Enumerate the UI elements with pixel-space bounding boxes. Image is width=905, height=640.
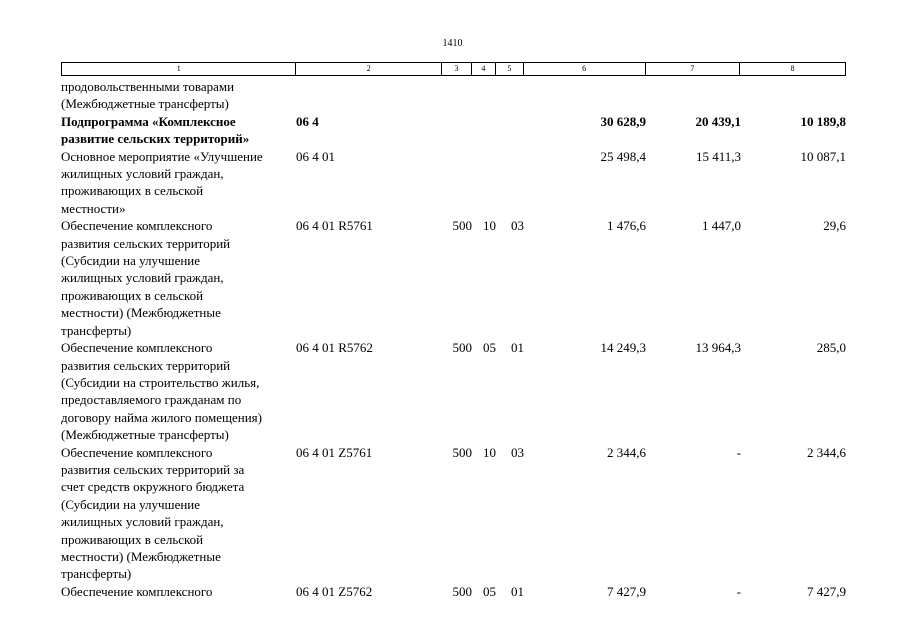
row-grbs: 500 [452, 444, 472, 460]
row-pr: 03 [511, 444, 524, 460]
row-rz [472, 78, 496, 113]
table-row [61, 444, 846, 583]
header-col-8: 8 [790, 64, 795, 73]
row-code: 06 4 01 Z5761 [296, 444, 373, 460]
table-row [61, 217, 846, 339]
header-col-2: 2 [296, 63, 442, 75]
row-total: 2 344,6 [607, 444, 646, 460]
row-code [296, 78, 442, 113]
table-row [61, 148, 846, 218]
row-name: Обеспечение комплексного развития сельских территорий за счет средств окружного бюджета (Субсидии на улучшение жилищных условий граждан, проживающих в сельской местности) (Межбюджетные трансферты) [61, 444, 245, 582]
row-pr [496, 78, 524, 113]
row-pr: 03 [511, 218, 524, 234]
row-federal: 15 411,3 [695, 148, 741, 164]
row-name: Обеспечение комплексного развития сельских территорий (Субсидии на улучшение жилищных условий граждан, проживающих в сельской местности) (Межбюджетные трансферты) [61, 218, 231, 338]
row-name: продовольственными товарами (Межбюджетные трансферты) [61, 79, 235, 112]
row-total: 7 427,9 [607, 583, 646, 599]
row-rz [472, 113, 496, 148]
row-grbs: 500 [452, 340, 472, 356]
row-name: Обеспечение комплексного развития сельских территорий (Субсидии на строительство жилья, предоставляемого гражданам по договору найма жилого помещения) (Межбюджетные трансферты) [61, 340, 262, 443]
header-col-7: 7 [646, 63, 741, 75]
table-row [61, 78, 846, 113]
header-col-3: 3 [442, 63, 472, 75]
row-code: 06 4 01 Z5762 [296, 583, 373, 599]
row-regional: 10 189,8 [800, 113, 846, 129]
row-rz: 05 [483, 583, 496, 599]
row-pr [496, 113, 524, 148]
row-pr [496, 148, 524, 218]
row-total: 25 498,4 [600, 148, 646, 164]
row-regional [741, 78, 846, 113]
row-regional: 2 344,6 [807, 444, 846, 460]
header-col-1: 1 [62, 63, 296, 75]
table-body [61, 78, 846, 600]
row-name: Основное мероприятие «Улучшение жилищных условий граждан, проживающих в сельской местности» [61, 148, 263, 216]
row-code: 06 4 01 R5762 [296, 340, 373, 356]
header-col-6: 6 [524, 63, 646, 75]
row-pr: 01 [511, 583, 524, 599]
row-rz [472, 148, 496, 218]
header-col-5: 5 [496, 63, 524, 75]
row-total: 1 476,6 [607, 218, 646, 234]
row-federal: - [736, 444, 741, 460]
row-rz: 10 [483, 444, 496, 460]
row-code: 06 4 01 [296, 148, 335, 164]
row-regional: 285,0 [816, 340, 846, 356]
row-name: Обеспечение комплексного [61, 583, 213, 599]
table-header [61, 62, 846, 76]
row-rz: 05 [483, 340, 496, 356]
row-total: 14 249,3 [600, 340, 646, 356]
table-row [61, 339, 846, 443]
row-federal [646, 78, 741, 113]
table-row [61, 583, 846, 600]
row-grbs: 500 [452, 218, 472, 234]
row-code: 06 4 [296, 113, 319, 129]
row-grbs [442, 113, 472, 148]
row-code: 06 4 01 R5761 [296, 218, 373, 234]
row-federal: - [736, 583, 741, 599]
row-federal: 1 447,0 [702, 218, 741, 234]
row-regional: 10 087,1 [800, 148, 846, 164]
table-row [61, 113, 846, 148]
row-regional: 7 427,9 [807, 583, 846, 599]
row-federal: 13 964,3 [695, 340, 741, 356]
row-regional: 29,6 [823, 218, 846, 234]
row-pr: 01 [511, 340, 524, 356]
page-number: 1410 [442, 38, 463, 49]
row-grbs: 500 [452, 583, 472, 599]
row-rz: 10 [483, 218, 496, 234]
row-total [524, 78, 646, 113]
row-name: Подпрограмма «Комплексное развитие сельских территорий» [61, 113, 250, 147]
row-federal: 20 439,1 [695, 113, 741, 129]
row-grbs [442, 78, 472, 113]
row-total: 30 628,9 [600, 113, 646, 129]
header-col-4: 4 [472, 63, 496, 75]
row-grbs [442, 148, 472, 218]
